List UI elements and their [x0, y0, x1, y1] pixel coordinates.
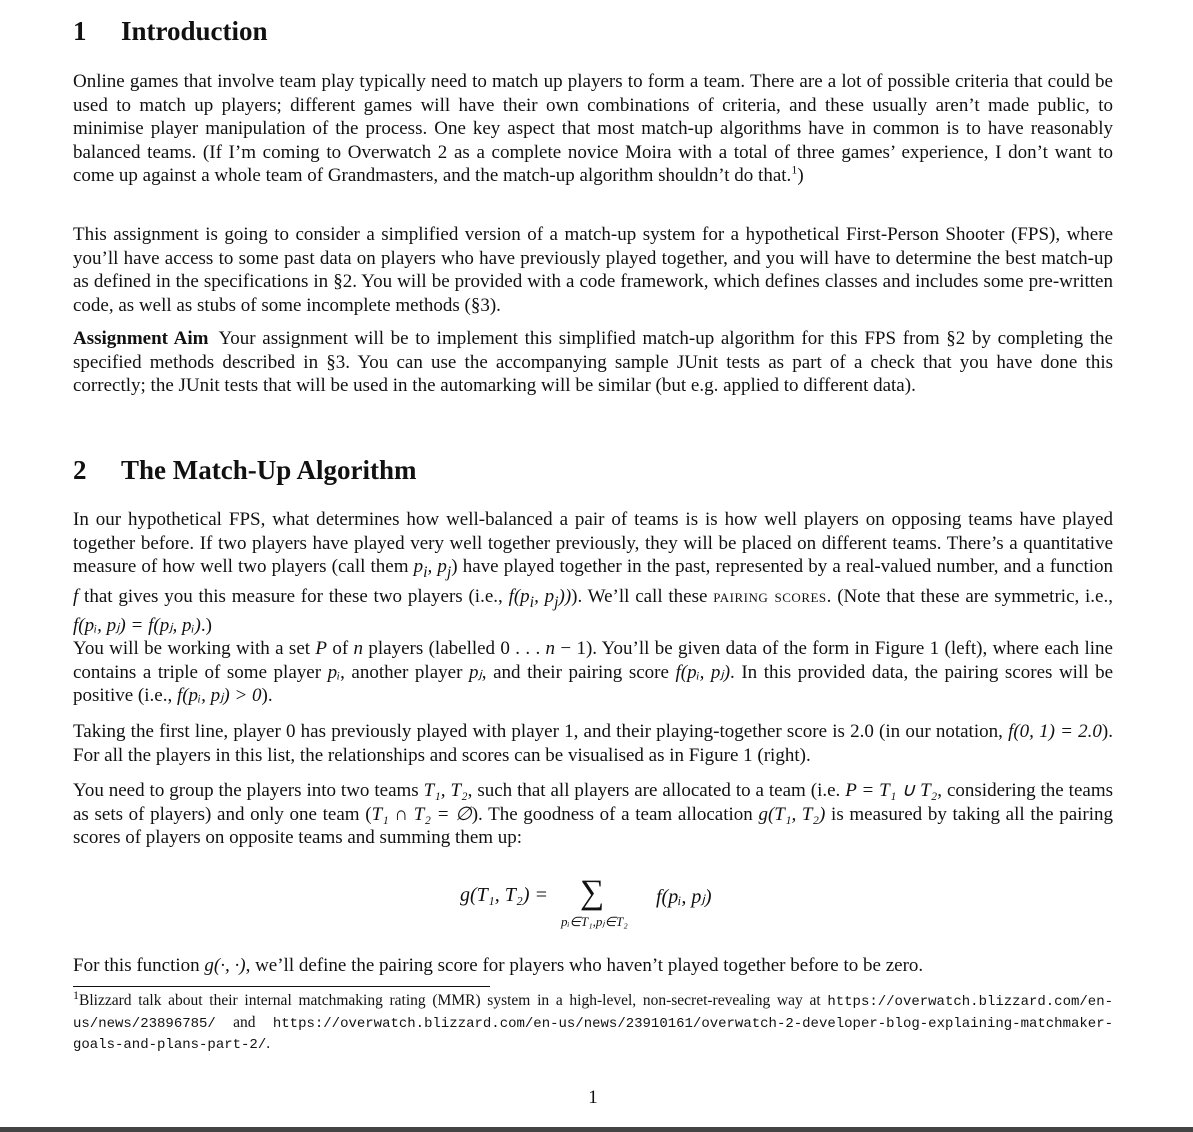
- text: , and their pairing score: [481, 661, 676, 683]
- section-number: 2: [73, 455, 87, 485]
- math: P: [315, 638, 327, 659]
- math: f(pᵢ, pⱼ) > 0: [176, 685, 262, 707]
- sum-sigma: ∑: [580, 874, 605, 911]
- math: f(p: [508, 585, 530, 607]
- section-heading-matchup: [73, 455, 416, 486]
- footnote-link-2[interactable]: https://overwatch.blizzard.com/en-us/news/23910161/overwatch-2-developer-blog-explaining-matchmaker-goals-and-plans-part-2/: [73, 1015, 1113, 1053]
- text: , another player: [340, 661, 469, 683]
- math: , p: [427, 556, 447, 578]
- math: f(0, 1) = 2.0: [1008, 721, 1102, 742]
- section-number: 1: [73, 16, 87, 46]
- text: .): [200, 614, 212, 636]
- text: . In this provided data, the pairing scores will be positive (i.e.,: [73, 661, 1113, 707]
- formula-lhs: g(T₁, T₂) =: [460, 884, 548, 906]
- footnote-marker[interactable]: 1: [791, 163, 798, 178]
- matchup-paragraph-3: [73, 720, 1113, 767]
- matchup-paragraph-4: [73, 779, 1113, 850]
- text: In our hypothetical FPS, what determines how well-balanced a pair of teams is is how well players on opposing teams have played together before. If two players have played very well together previously, they will be placed on different teams. There’s a quantitative measure of how well two players (call them: [73, 509, 1113, 578]
- text: is measured by taking all the pairing scores of players on opposite teams and summing them up:: [73, 803, 1114, 849]
- math-f-pi-pj: $f(p_i$, $p_j$)): [508, 585, 572, 611]
- footnote-number: 1: [73, 987, 79, 1002]
- footnote-link-1[interactable]: https://overwatch.blizzard.com/en-us/news/23896785/: [73, 994, 1113, 1032]
- footnote-rule: [73, 986, 490, 987]
- text: − 1). You’ll be given data of the form in Figure 1 (left), where each line contains a triple of some player: [73, 638, 1113, 683]
- math-sub: j: [554, 593, 559, 611]
- text: ) have played together in the past, represented by a real-valued number, and a function: [451, 556, 1114, 578]
- math: P = T₁ ∪ T₂: [845, 780, 938, 801]
- assignment-aim-paragraph: [73, 327, 1113, 398]
- intro-paragraph-1: [73, 70, 1113, 188]
- text: ). The goodness of a team allocation: [471, 803, 759, 825]
- assignment-aim-text: Your assignment will be to implement this simplified match-up algorithm for this FPS from §2 by completing the specified methods described in §3. You can use the accompanying sample JUnit tests as part of a check that you have done this correctly; the JUnit tests that will be used in the automarking will be similar (but e.g. applied to different data).: [73, 328, 1113, 397]
- formula-rhs: f(pᵢ, pⱼ): [656, 886, 712, 908]
- math-pi-pj: [413, 556, 452, 581]
- math: T₁, T₂: [423, 780, 468, 801]
- text: . (Note that these are symmetric, i.e.,: [826, 585, 1113, 607]
- text: ). For all the players in this list, the relationships and scores can be visualised as in Figure 1 (right).: [73, 721, 1113, 766]
- text: ).: [261, 685, 273, 707]
- intro-paragraph-2: This assignment is going to consider a simplified version of a match-up system for a hypothetical First-Person Shooter (FPS), where you’ll have access to some past data on players who have previously played together, and you will have to determine the best match-up as defined in the specifications in §2. You will be provided with a code framework, which defines classes and includes some pre-written code, as well as stubs of some incomplete methods (§3).: [73, 224, 1113, 316]
- intro-p1-end: ): [797, 165, 804, 187]
- math-symmetry: f(pᵢ, pⱼ) = f(pⱼ, pᵢ): [73, 614, 201, 636]
- footnote: [73, 987, 1113, 1056]
- assignment-aim-label: Assignment Aim: [73, 328, 209, 349]
- matchup-paragraph-5: [73, 954, 1113, 978]
- math: pⱼ: [468, 661, 482, 683]
- math: g(·, ·): [204, 955, 246, 976]
- math: , p: [534, 585, 555, 607]
- math-f: f: [73, 585, 79, 607]
- goodness-formula: [460, 876, 760, 936]
- footnote-text: Blizzard talk about their internal matchmaking rating (MMR) system in a high-level, non-secret-revealing way at: [79, 992, 828, 1009]
- sum-subscript: pᵢ∈T₁,pⱼ∈T₂: [561, 914, 628, 929]
- math-sub: j: [446, 563, 452, 581]
- text: , considering the teams as sets of players) and only one team (: [73, 780, 1113, 825]
- text: of: [327, 638, 354, 659]
- section-title: Introduction: [121, 16, 268, 46]
- term-pairing-scores: pairing scores: [713, 585, 827, 607]
- intro-p1-text: Online games that involve team play typically need to match up players to form a team. There are a lot of possible criteria that could be used to match up players; different games will have their own combinations of criteria, and these usually aren’t made public, to minimise player manipulation of the process. One key aspect that most match-up algorithms have in common is to have reasonably balanced teams. (If I’m coming to Overwatch 2 as a complete novice Moira with a total of three games’ experience, I don’t want to come up against a whole team of Grandmasters, and the match-up algorithm shouldn’t do that.: [73, 71, 1113, 187]
- math: T₁ ∩ T₂ = ∅: [371, 803, 472, 825]
- math: g(T₁, T₂): [758, 803, 826, 825]
- math-sub: i: [423, 563, 428, 581]
- text: , such that all players are allocated to a team (i.e.: [467, 780, 846, 801]
- math: pᵢ: [327, 661, 341, 683]
- text: You need to group the players into two teams: [73, 780, 424, 801]
- math: n: [353, 638, 364, 659]
- page-number: 1: [588, 1087, 598, 1108]
- section-title: The Match-Up Algorithm: [121, 455, 417, 485]
- text: Taking the first line, player 0 has previously played with player 1, and their playing-together score is 2.0 (in our notation,: [73, 721, 1009, 742]
- math: n: [545, 638, 556, 659]
- footnote-text: .: [266, 1035, 271, 1052]
- math: p: [413, 556, 424, 578]
- text: You will be working with a set: [73, 638, 316, 659]
- matchup-paragraph-2: [73, 637, 1113, 708]
- text: , we’ll define the pairing score for players who haven’t played together before to be zero.: [245, 955, 924, 976]
- math-sub: i: [529, 593, 535, 611]
- viewer-bottom-bar: [0, 1127, 1193, 1132]
- section-heading-introduction: [73, 16, 268, 47]
- text: players (labelled 0 . . .: [363, 638, 546, 659]
- math: f(pᵢ, pⱼ): [675, 661, 731, 683]
- matchup-paragraph-1: [73, 508, 1113, 638]
- text: that gives you this measure for these two players (i.e.,: [78, 585, 509, 607]
- text: ). We’ll call these: [571, 585, 714, 607]
- text: For this function: [73, 955, 205, 976]
- footnote-text: and: [215, 1013, 273, 1031]
